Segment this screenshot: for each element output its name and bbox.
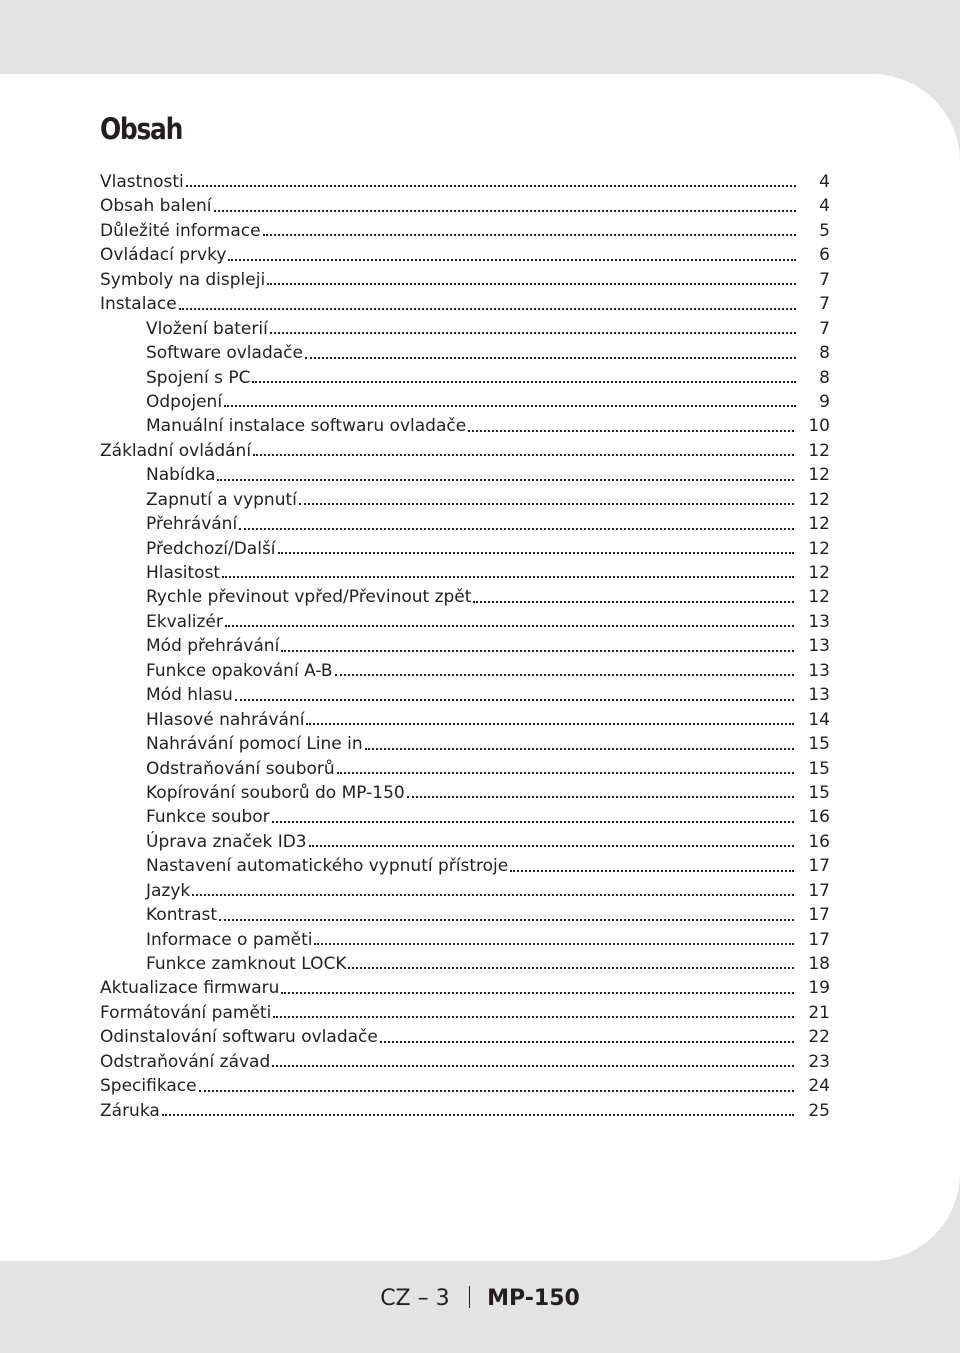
- toc-entry[interactable]: [100, 463, 830, 487]
- page-footer: [0, 1286, 960, 1311]
- toc-entry-page-number: 7: [819, 318, 830, 339]
- toc-entry[interactable]: [100, 317, 830, 341]
- toc-entry-label: Obsah balení: [100, 196, 212, 217]
- toc-dot-leader: [192, 893, 794, 896]
- toc-entry[interactable]: [100, 683, 830, 707]
- toc-entry-label: Spojení s PC: [146, 367, 251, 388]
- toc-entry-label: Jazyk: [146, 880, 191, 901]
- toc-entry-page-number: 5: [819, 220, 830, 241]
- toc-entry-page-number: 13: [808, 611, 830, 632]
- toc-entry-page-number: 24: [808, 1076, 830, 1097]
- toc-entry-page-number: 7: [819, 294, 830, 315]
- toc-entry-page-number: 8: [819, 367, 830, 388]
- toc-dot-leader: [224, 404, 796, 407]
- toc-entry-page-number: 14: [808, 709, 830, 730]
- toc-entry-page-number: 12: [808, 465, 830, 486]
- toc-entry[interactable]: [100, 830, 830, 854]
- toc-dot-leader: [186, 184, 796, 187]
- page-title: Obsah: [100, 112, 183, 146]
- toc-dot-leader: [272, 820, 795, 823]
- toc-entry-page-number: 10: [808, 416, 830, 437]
- toc-entry-page-number: 16: [808, 807, 830, 828]
- toc-dot-leader: [225, 624, 794, 627]
- toc-dot-leader: [214, 209, 796, 212]
- toc-dot-leader: [263, 233, 796, 236]
- toc-entry-page-number: 15: [808, 734, 830, 755]
- toc-entry-page-number: 17: [808, 856, 830, 877]
- toc-dot-leader: [219, 918, 794, 921]
- toc-entry[interactable]: [100, 1025, 830, 1049]
- toc-dot-leader: [179, 307, 796, 310]
- toc-dot-leader: [309, 844, 795, 847]
- toc-entry[interactable]: [100, 952, 830, 976]
- toc-entry[interactable]: [100, 292, 830, 316]
- toc-entry-page-number: 12: [808, 538, 830, 559]
- toc-entry[interactable]: [100, 268, 830, 292]
- toc-entry-label: Nahrávání pomocí Line in: [146, 734, 363, 755]
- toc-entry-label: Odinstalování softwaru ovladače: [100, 1027, 378, 1048]
- toc-entry-page-number: 12: [808, 489, 830, 510]
- toc-entry-label: Úprava značek ID3: [146, 831, 307, 852]
- toc-dot-leader: [222, 575, 794, 578]
- toc-entry[interactable]: [100, 194, 830, 218]
- toc-dot-leader: [273, 1015, 794, 1018]
- footer-language: CZ: [380, 1286, 411, 1311]
- toc-entry-label: Předchozí/Další: [146, 538, 276, 559]
- toc-dot-leader: [510, 869, 794, 872]
- toc-entry-label: Zapnutí a vypnutí: [146, 489, 297, 510]
- toc-dot-leader: [281, 649, 794, 652]
- toc-entry-page-number: 17: [808, 880, 830, 901]
- toc-entry[interactable]: [100, 561, 830, 585]
- footer-separator: [469, 1286, 471, 1308]
- toc-entry-page-number: 12: [808, 587, 830, 608]
- toc-entry[interactable]: [100, 1099, 830, 1123]
- toc-entry-label: Formátování paměti: [100, 1002, 272, 1023]
- toc-entry[interactable]: [100, 805, 830, 829]
- toc-entry-label: Aktualizace firmwaru: [100, 978, 280, 999]
- toc-entry-page-number: 8: [819, 343, 830, 364]
- toc-entry-label: Funkce opakování A-B: [146, 660, 333, 681]
- toc-entry-page-number: 15: [808, 758, 830, 779]
- toc-entry-label: Záruka: [100, 1100, 160, 1121]
- toc-entry-page-number: 25: [808, 1100, 830, 1121]
- toc-dot-leader: [272, 1064, 794, 1067]
- toc-entry[interactable]: [100, 903, 830, 927]
- toc-dot-leader: [380, 1040, 795, 1043]
- toc-dot-leader: [162, 1113, 795, 1116]
- toc-entry-label: Software ovladače: [146, 343, 303, 364]
- toc-entry-label: Rychle převinout vpřed/Převinout zpět: [146, 587, 472, 608]
- toc-entry[interactable]: [100, 537, 830, 561]
- toc-entry[interactable]: [100, 976, 830, 1000]
- toc-entry-label: Přehrávání: [146, 514, 238, 535]
- toc-entry[interactable]: [100, 928, 830, 952]
- toc-entry-label: Mód hlasu: [146, 685, 233, 706]
- toc-dot-leader: [253, 453, 794, 456]
- toc-entry[interactable]: [100, 610, 830, 634]
- toc-entry-page-number: 21: [808, 1002, 830, 1023]
- toc-entry[interactable]: [100, 366, 830, 390]
- toc-dot-leader: [299, 502, 794, 505]
- toc-entry[interactable]: [100, 1074, 830, 1098]
- toc-entry-label: Specifikace: [100, 1076, 197, 1097]
- toc-entry-page-number: 12: [808, 514, 830, 535]
- toc-entry[interactable]: [100, 708, 830, 732]
- toc-dot-leader: [217, 478, 794, 481]
- toc-entry-page-number: 7: [819, 269, 830, 290]
- toc-dot-leader: [337, 771, 795, 774]
- toc-dot-leader: [335, 673, 795, 676]
- toc-entry-page-number: 4: [819, 172, 830, 192]
- table-of-contents: [100, 170, 830, 1123]
- toc-dot-leader: [270, 331, 796, 334]
- toc-entry-page-number: 9: [819, 391, 830, 412]
- toc-entry-label: Informace o paměti: [146, 929, 313, 950]
- toc-dot-leader: [348, 966, 794, 969]
- toc-entry-label: Odstraňování závad: [100, 1051, 271, 1072]
- toc-entry[interactable]: [100, 585, 830, 609]
- footer-dash: –: [417, 1286, 429, 1311]
- toc-entry[interactable]: [100, 512, 830, 536]
- toc-dot-leader: [239, 527, 794, 530]
- toc-entry[interactable]: [100, 219, 830, 243]
- toc-entry[interactable]: [100, 488, 830, 512]
- toc-dot-leader: [473, 600, 794, 603]
- toc-entry[interactable]: [100, 414, 830, 438]
- toc-entry-page-number: 13: [808, 685, 830, 706]
- toc-dot-leader: [267, 282, 796, 285]
- footer-model: MP-150: [487, 1286, 580, 1311]
- toc-entry-label: Nastavení automatického vypnutí přístroje: [146, 856, 509, 877]
- toc-entry-label: Ekvalizér: [146, 611, 223, 632]
- toc-entry-label: Funkce soubor: [146, 807, 270, 828]
- footer-page-number: 3: [435, 1286, 450, 1311]
- toc-entry-page-number: 17: [808, 929, 830, 950]
- toc-entry-label: Kopírování souborů do MP-150: [146, 782, 405, 803]
- toc-entry-label: Kontrast: [146, 905, 218, 926]
- toc-entry-page-number: 13: [808, 636, 830, 657]
- toc-entry-label: Hlasitost: [146, 563, 221, 583]
- toc-entry-page-number: 15: [808, 782, 830, 803]
- toc-entry-label: Nabídka: [146, 465, 216, 486]
- toc-entry-label: Důležité informace: [100, 220, 261, 241]
- toc-entry[interactable]: [100, 390, 830, 414]
- toc-entry-label: Hlasové nahrávání: [146, 709, 305, 730]
- toc-entry[interactable]: [100, 757, 830, 781]
- toc-entry-page-number: 19: [808, 978, 830, 999]
- toc-dot-leader: [199, 1089, 795, 1092]
- toc-entry[interactable]: [100, 854, 830, 878]
- toc-entry[interactable]: [100, 243, 830, 267]
- toc-entry-page-number: 16: [808, 831, 830, 852]
- toc-entry-page-number: 17: [808, 905, 830, 926]
- toc-dot-leader: [235, 698, 795, 701]
- toc-entry-label: Vlastnosti: [100, 172, 184, 192]
- toc-entry[interactable]: [100, 732, 830, 756]
- toc-entry-page-number: 6: [819, 245, 830, 266]
- toc-entry-label: Manuální instalace softwaru ovladače: [146, 416, 467, 437]
- toc-dot-leader: [468, 429, 794, 432]
- toc-entry-page-number: 13: [808, 660, 830, 681]
- toc-entry-label: Vložení baterií: [146, 318, 268, 339]
- toc-entry-label: Ovládací prvky: [100, 245, 227, 266]
- toc-dot-leader: [306, 722, 794, 725]
- toc-dot-leader: [252, 380, 796, 383]
- toc-entry[interactable]: [100, 170, 830, 194]
- toc-entry-label: Základní ovládání: [100, 440, 252, 461]
- toc-entry-label: Mód přehrávání: [146, 636, 280, 657]
- toc-dot-leader: [365, 747, 795, 750]
- toc-entry-label: Funkce zamknout LOCK: [146, 954, 347, 974]
- toc-entry-page-number: 22: [808, 1027, 830, 1048]
- toc-entry[interactable]: [100, 781, 830, 805]
- toc-entry[interactable]: [100, 659, 830, 683]
- toc-dot-leader: [228, 258, 796, 261]
- top-margin: [0, 0, 960, 74]
- toc-entry-page-number: 23: [808, 1051, 830, 1072]
- toc-entry[interactable]: [100, 1050, 830, 1074]
- toc-dot-leader: [281, 991, 794, 994]
- toc-entry-label: Symboly na displeji: [100, 269, 266, 290]
- toc-entry-page-number: 4: [819, 196, 830, 217]
- toc-entry[interactable]: [100, 879, 830, 903]
- toc-entry[interactable]: [100, 634, 830, 658]
- toc-entry-label: Odstraňování souborů: [146, 758, 335, 779]
- toc-entry[interactable]: [100, 1001, 830, 1025]
- toc-dot-leader: [305, 356, 796, 359]
- toc-dot-leader: [314, 942, 794, 945]
- toc-entry-page-number: 12: [808, 563, 830, 583]
- toc-entry[interactable]: [100, 439, 830, 463]
- toc-entry-label: Odpojení: [146, 391, 223, 412]
- toc-dot-leader: [407, 795, 795, 798]
- toc-entry-page-number: 18: [808, 954, 830, 974]
- toc-entry-label: Instalace: [100, 294, 177, 315]
- toc-dot-leader: [278, 551, 795, 554]
- toc-entry[interactable]: [100, 341, 830, 365]
- toc-entry-page-number: 12: [808, 440, 830, 461]
